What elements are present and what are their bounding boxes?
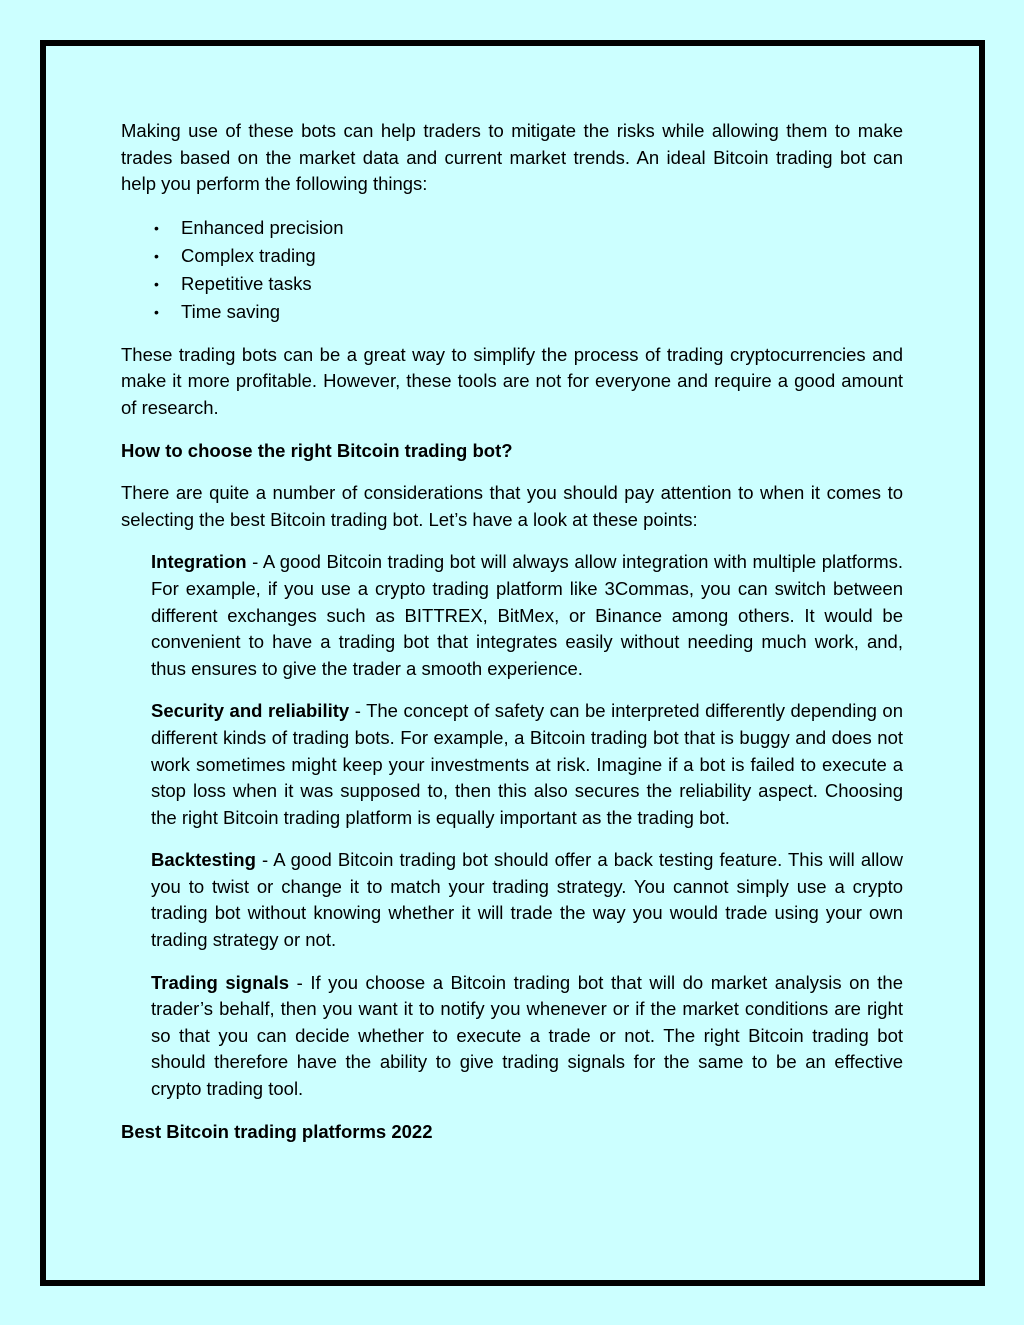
point-integration — [151, 549, 903, 682]
point-title: Backtesting — [151, 849, 256, 871]
point-text: - A good Bitcoin trading bot will always allow integration with multiple platforms. For example, if you use a crypto trading platform like 3Commas, you can switch between different exchanges such as BITTREX, BitMex, or Binance among others. It would be convenient to have a trading bot that integrates easily without needing much work, and, thus ensures to give the trader a smooth experience. — [151, 551, 903, 679]
document-body — [121, 118, 903, 1161]
feature-list — [121, 214, 903, 326]
point-backtesting — [151, 847, 903, 953]
bullet-icon: • — [154, 303, 159, 320]
list-item: • Repetitive tasks — [121, 270, 903, 298]
point-title: Security and reliability — [151, 700, 350, 722]
intro-paragraph: Making use of these bots can help traders to mitigate the risks while allowing them to make trades based on the market data and current market trends. An ideal Bitcoin trading bot can help you perform the following things: — [121, 120, 903, 195]
paragraph-trading-bots: These trading bots can be a great way to simplify the process of trading cryptocurrencies and make it more profitable. However, these tools are not for everyone and require a good amount of research. — [121, 343, 903, 418]
bullet-icon: • — [154, 275, 159, 292]
list-item: • Complex trading — [121, 242, 903, 270]
bullet-icon: • — [154, 247, 159, 264]
section-heading-choose-bot: How to choose the right Bitcoin trading bot? — [121, 439, 513, 461]
point-trading-signals — [151, 970, 903, 1103]
list-item: • Time saving — [121, 298, 903, 326]
point-title: Integration — [151, 551, 247, 573]
point-security-reliability — [151, 698, 903, 831]
section-heading-best-platforms: Best Bitcoin trading platforms 2022 — [121, 1120, 433, 1142]
paragraph-considerations: There are quite a number of considerations that you should pay attention to when it comes to selecting the best Bitcoin trading bot. Let’s have a look at these points: — [121, 482, 903, 530]
point-title: Trading signals — [151, 971, 290, 993]
point-text: - A good Bitcoin trading bot should offer a back testing feature. This will allow you to twist or change it to match your trading strategy. You cannot simply use a crypto trading bot without knowing whether it will trade the way you would trade using your own trading strategy or not. — [151, 849, 903, 951]
bullet-icon: • — [154, 219, 159, 236]
point-text: - The concept of safety can be interpreted differently depending on different kinds of trading bots. For example, a Bitcoin trading bot that is buggy and does not work sometimes might keep your investments at risk. Imagine if a bot is failed to execute a stop loss when it was supposed to, then this also secures the reliability aspect. Choosing the right Bitcoin trading platform is equally important as the trading bot. — [151, 700, 904, 828]
list-item: • Enhanced precision — [121, 214, 903, 242]
point-text: - If you choose a Bitcoin trading bot that will do market analysis on the trader’s behalf, then you want it to notify you whenever or if the market conditions are right so that you can decide whether to execute a trade or not. The right Bitcoin trading bot should therefore have the ability to give trading signals for the same to be an effective crypto trading tool. — [151, 971, 904, 1100]
